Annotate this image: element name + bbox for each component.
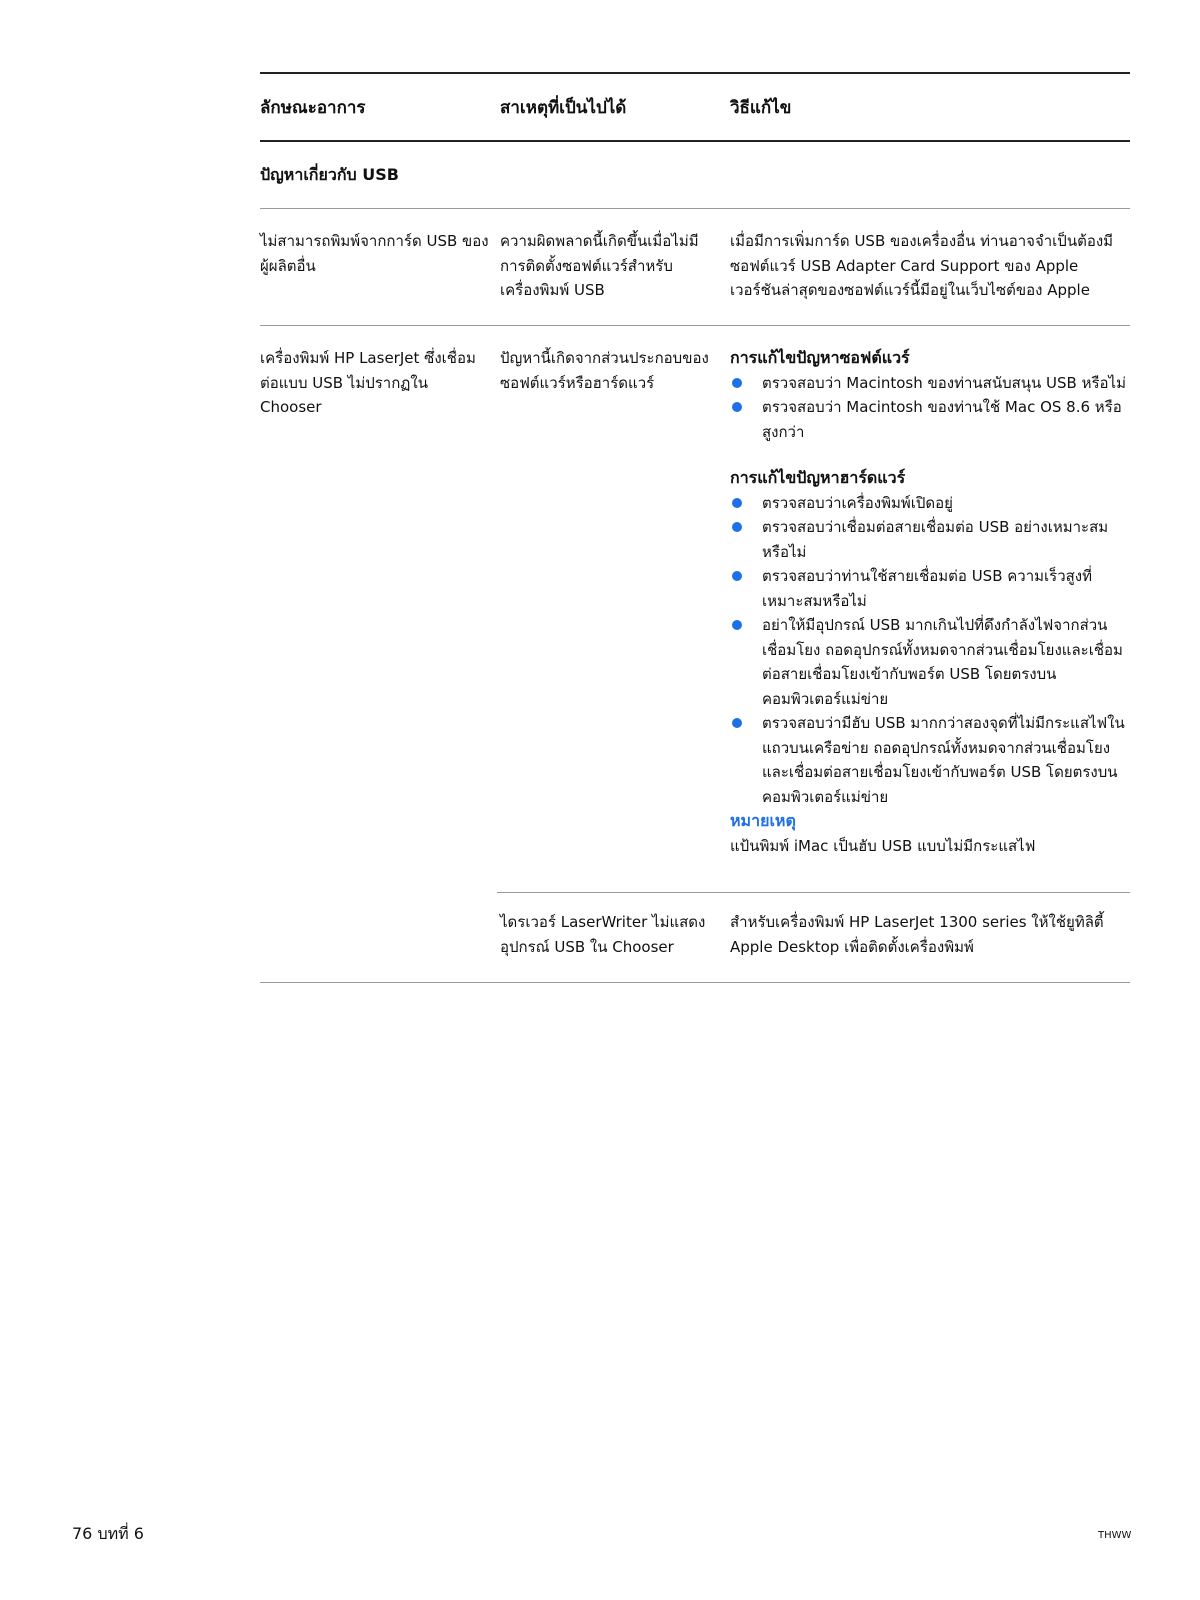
row1-symptom: ไม่สามารถพิมพ์จากการ์ด USB ของผู้ผลิตอื่น — [260, 232, 489, 275]
table-header-row — [260, 74, 1130, 140]
table-bottom-rule — [260, 982, 1130, 983]
list-item-text: ตรวจสอบว่า Macintosh ของท่านสนับสนุน USB หรือไม่ — [762, 373, 1126, 392]
bullet-icon — [732, 522, 742, 532]
list-item-text: ตรวจสอบว่าเครื่องพิมพ์เปิดอยู่ — [762, 493, 953, 512]
hardware-list — [730, 491, 1130, 810]
list-item — [730, 515, 1130, 564]
troubleshooting-table — [260, 72, 1130, 983]
list-item-text: ตรวจสอบว่า Macintosh ของท่านใช้ Mac OS 8.6 หรือสูงกว่า — [762, 398, 1122, 441]
note-label: หมายเหตุ — [730, 811, 796, 830]
bullet-icon — [732, 378, 742, 388]
header-symptom: ลักษณะอาการ — [260, 97, 366, 118]
table-row — [260, 326, 1130, 892]
section-row — [260, 142, 1130, 208]
bullet-icon — [732, 718, 742, 728]
list-item — [730, 613, 1130, 711]
software-list — [730, 371, 1130, 445]
list-item — [730, 395, 1130, 444]
list-item-text: ตรวจสอบว่าท่านใช้สายเชื่อมต่อ USB ความเร็วสูงที่เหมาะสมหรือไม่ — [762, 567, 1092, 610]
note-text: แป้นพิมพ์ iMac เป็นฮับ USB แบบไม่มีกระแสไฟ — [730, 836, 1036, 855]
bullet-icon — [732, 571, 742, 581]
row1-cause: ความผิดพลาดนี้เกิดขึ้นเมื่อไม่มีการติดตั้งซอฟต์แวร์สำหรับเครื่องพิมพ์ USB — [500, 232, 699, 299]
bullet-icon — [732, 498, 742, 508]
list-item — [730, 711, 1130, 809]
header-cause: สาเหตุที่เป็นไปได้ — [500, 97, 627, 118]
list-item — [730, 491, 1130, 516]
footer-code: THWW — [1098, 1530, 1132, 1541]
bullet-icon — [732, 402, 742, 412]
list-item-text: ตรวจสอบว่ามีฮับ USB มากกว่าสองจุดที่ไม่มีกระแสไฟในแถวบนเครือข่าย ถอดอุปกรณ์ทั้งหมดจากส่วนเชื่อมโยงและเชื่อมต่อสายเชื่อมโยงเข้ากับพอร์ต USB โดยตรงบนคอมพิวเตอร์แม่ข่าย — [762, 714, 1125, 806]
row3-cause: ไดรเวอร์ LaserWriter ไม่แสดงอุปกรณ์ USB ใน Chooser — [500, 913, 706, 956]
table-row — [260, 209, 1130, 325]
table-row — [260, 892, 1130, 982]
row2-solution — [730, 346, 1130, 892]
list-item-text: ตรวจสอบว่าเชื่อมต่อสายเชื่อมต่อ USB อย่างเหมาะสมหรือไม่ — [762, 518, 1109, 561]
list-item — [730, 371, 1130, 396]
hardware-heading: การแก้ไขปัญหาฮาร์ดแวร์ — [730, 468, 906, 487]
row3-solution: สำหรับเครื่องพิมพ์ HP LaserJet 1300 series ให้ใช้ยูทิลิตี้ Apple Desktop เพื่อติดตั้งเครื่องพิมพ์ — [730, 913, 1104, 956]
software-heading: การแก้ไขปัญหาซอฟต์แวร์ — [730, 348, 910, 367]
row3-symptom — [260, 910, 500, 982]
page-number: 76 บทที่ 6 — [72, 1524, 144, 1543]
header-solution: วิธีแก้ไข — [730, 97, 792, 118]
list-item-text: อย่าให้มีอุปกรณ์ USB มากเกินไปที่ดึงกำลังไฟจากส่วนเชื่อมโยง ถอดอุปกรณ์ทั้งหมดจากส่วนเชื่อมโยงและเชื่อมต่อสายเชื่อมโยงเข้ากับพอร์ต USB โดยตรงบนคอมพิวเตอร์แม่ข่าย — [762, 616, 1123, 708]
row1-solution: เมื่อมีการเพิ่มการ์ด USB ของเครื่องอื่น ท่านอาจจำเป็นต้องมีซอฟต์แวร์ USB Adapter Card Support ของ Apple เวอร์ชันล่าสุดของซอฟต์แวร์นี้มีอยู่ในเว็บไซต์ของ Apple — [730, 232, 1114, 299]
list-item — [730, 564, 1130, 613]
section-title: ปัญหาเกี่ยวกับ USB — [260, 164, 399, 184]
row2-partial-rule — [497, 892, 1130, 893]
row2-symptom: เครื่องพิมพ์ HP LaserJet ซึ่งเชื่อมต่อแบบ USB ไม่ปรากฏใน Chooser — [260, 349, 476, 416]
row2-cause: ปัญหานี้เกิดจากส่วนประกอบของซอฟต์แวร์หรือฮาร์ดแวร์ — [500, 349, 709, 392]
bullet-icon — [732, 620, 742, 630]
